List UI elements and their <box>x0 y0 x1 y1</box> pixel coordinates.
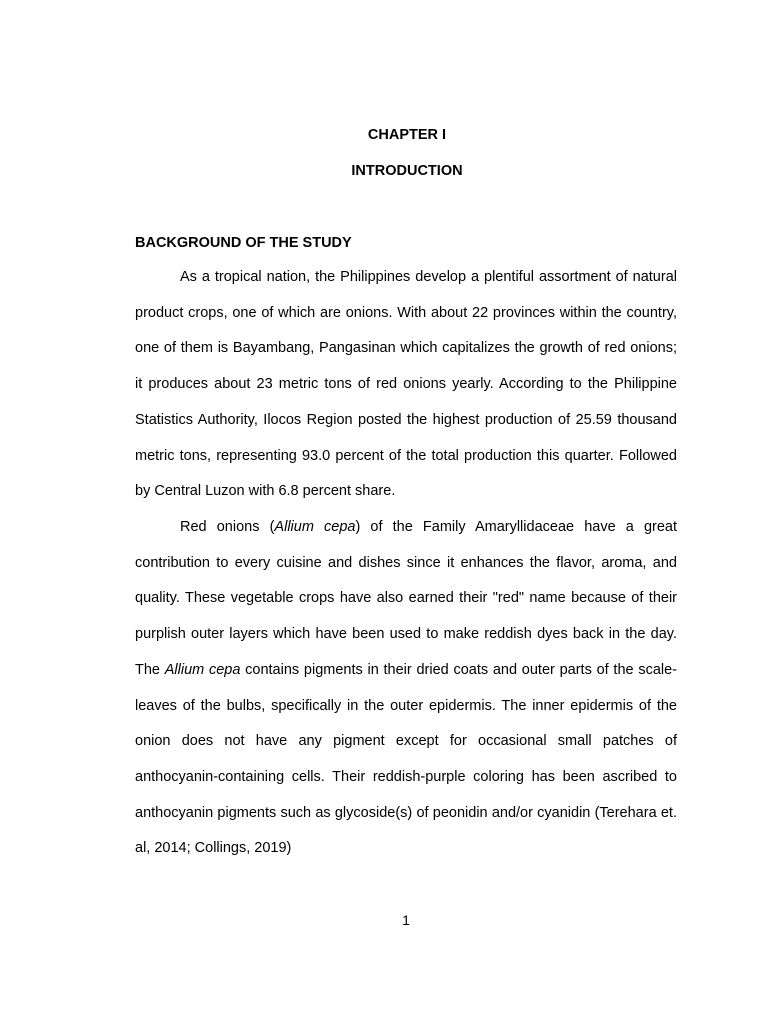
introduction-heading: INTRODUCTION <box>351 163 463 179</box>
section-heading: BACKGROUND OF THE STUDY <box>135 235 352 251</box>
page-number: 1 <box>402 912 410 928</box>
species-name-italic: Allium cepa <box>164 661 241 678</box>
paragraph-1: As a tropical nation, the Philippines develop a plentiful assortment of natural product crops, one of which are onions. With about 22 provinces within the country, one of them is Bayambang, Pangasinan which capitalizes the growth of red onions; it produces about 23 metric tons of red onions yearly. According to the Philippine Statistics Authority, Ilocos Region posted the highest production of 25.59 thousand metric tons, representing 93.0 percent of the total production this quarter. Followed by Central Luzon with 6.8 percent share. <box>135 269 677 500</box>
chapter-heading: CHAPTER I <box>367 127 447 143</box>
paragraph-2-text-a: Red onions ( <box>180 519 275 535</box>
paragraph-2 <box>135 510 677 867</box>
paragraph-2-text-c: contains pigments in their dried coats and outer parts of the scale-leaves of the bulbs, specifically in the outer epidermis. The inner epidermis of the onion does not have any pigment except for occasional small patches of anthocyanin-containing cells. Their reddish-purple coloring has been ascribed to anthocyanin pigments such as glycoside(s) of peonidin and/or cyanidin (Terehara et. al, 2014; Collings, 2019) <box>135 661 678 857</box>
species-name-italic: Allium cepa <box>274 519 356 535</box>
paragraph-2-text-b: ) of the Family Amaryllidaceae have a great contribution to every cuisine and dishes since it enhances the flavor, aroma, and quality. These vegetable crops have also earned their "red" name because of their purplish outer layers which have been used to make reddish dyes back in the day. The <box>135 519 678 678</box>
